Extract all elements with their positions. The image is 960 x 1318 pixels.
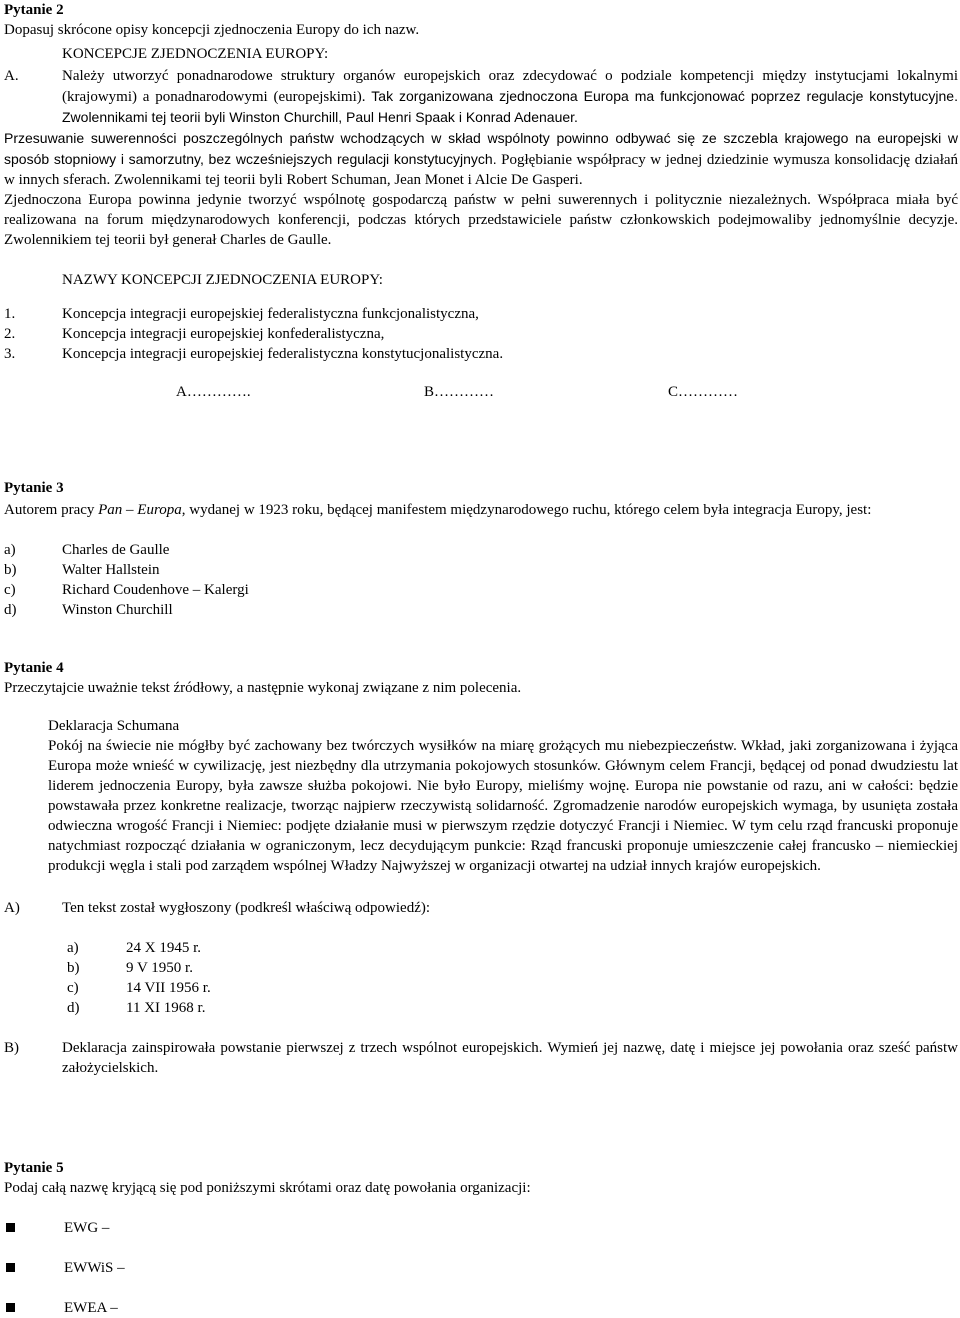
option-text: 11 XI 1968 r. [126,1000,206,1016]
question-title: Pytanie 5 [4,1160,64,1176]
option-label: a) [67,940,79,956]
abbreviation-text: EWEA – [64,1300,118,1316]
answer-blank-b[interactable]: B………… [424,384,495,400]
abbreviation-list [4,1218,958,1318]
source-title: Deklaracja Schumana [48,718,180,734]
answer-blank-a[interactable]: A…………. [176,384,251,400]
date-option[interactable] [4,938,958,958]
option-item[interactable] [4,540,958,560]
abbreviation-text: EWWiS – [64,1260,125,1276]
square-bullet-icon [6,1263,15,1272]
prompt-text: Autorem pracy [4,502,99,518]
option-text: Richard Coudenhove – Kalergi [62,582,249,598]
date-option[interactable] [4,978,958,998]
question-title: Pytanie 4 [4,660,64,676]
abbreviation-item [4,1298,958,1318]
question-title: Pytanie 3 [4,480,64,496]
option-text: Winston Churchill [62,602,173,618]
name-item [4,344,958,364]
task-label: A) [4,900,20,916]
question-prompt [4,500,958,520]
concepts-heading: KONCEPCJE ZJEDNOCZENIA EUROPY: [62,46,329,62]
names-heading: NAZWY KONCEPCJI ZJEDNOCZENIA EUROPY: [62,272,383,288]
option-text: 9 V 1950 r. [126,960,193,976]
name-text: Koncepcja integracji europejskiej federalistyczna funkcjonalistyczna, [62,306,479,322]
question-5 [4,1158,958,1318]
option-text: 24 X 1945 r. [126,940,201,956]
source-text: Pokój na świecie nie mógłby być zachowany bez twórczych wysiłków na miarę grożących mu niebezpieczeństw. Wkład, jaki zorganizowana i żyjąca Europa może wnieść w cywilizację, jest niezbędny dla utrzymania pokojowych stosunków. Głównym celem Francji, będącej od ponad dwudziestu lat liderem jednoczenia Europy, była zawsze służba pokojowi. Nie było Europy, mieliśmy wojnę. Europa nie powstanie od razu, ani w całości: będzie powstawała przez konkretne realizacje, tworząc najpierw rzeczywistą solidarność. Zgromadzenie narodów europejskich wymaga, by usunięta została odwieczna wrogość Francji i Niemiec: podjęte działanie musi w pierwszym rzędzie dotyczyć Francji i Niemiec. W tym celu rząd francuski proponuje natychmiast rozpocząć działania w ograniczonym, lecz decydującym punkcie: Rząd francuski proponuje umieszczenie całej francusko – niemieckiej produkcji węgla i stali pod zarządem wspólnej Władzy Najwyższej w organizacji otwartej na udział innych krajów europejskich. [48,738,958,874]
name-label: 1. [4,306,16,322]
name-label: 3. [4,346,16,362]
task-b [4,1038,958,1078]
concept-b [0,128,958,190]
option-label: b) [67,960,80,976]
name-label: 2. [4,326,16,342]
question-3 [4,478,958,620]
question-4 [4,658,958,1078]
option-item[interactable] [4,580,958,600]
option-label: c) [4,582,16,598]
square-bullet-icon [6,1223,15,1232]
options-list [4,540,958,620]
answer-blank-c[interactable]: C………… [668,384,739,400]
question-title: Pytanie 2 [4,2,64,18]
task-text: Ten tekst został wygłoszony (podkreśl właściwą odpowiedź): [62,900,431,916]
concept-c [0,190,958,250]
concept-text-sans: Przesuwanie suwerenności poszczególnych państw wchodzących w skład wspólnoty powinno odbywać się ze szczebla krajowego na europejski w sposób stopniowy i samorzutny, bez wcześniejszych regulacji konstytucyjnych. [4,130,958,167]
names-list [4,304,958,364]
option-label: a) [4,542,16,558]
concept-text: Pogłębianie współpracy w jednej dziedzinie wymusza konsolidację działań w innych sferach. Zwolennikami tej teorii byli Robert Schuman, Jean Monet i Alcie De Gasperi. [4,152,959,188]
answer-row [4,382,958,404]
question-instruction: Dopasuj skrócone opisy koncepcji zjednoczenia Europy do ich nazw. [4,22,420,38]
option-label: d) [67,1000,80,1016]
task-text: Deklaracja zainspirowała powstanie pierwszej z trzech wspólnot europejskich. Wymień jej nazwę, datę i miejsce jej powołania oraz sześć państw założycielskich. [62,1040,958,1076]
name-item [4,324,958,344]
prompt-work-title: Pan – Europa [98,502,182,518]
square-bullet-icon [6,1303,15,1312]
option-text: 14 VII 1956 r. [126,980,211,996]
question-instruction: Podaj całą nazwę kryjącą się pod poniższymi skrótami oraz datę powołania organizacji: [4,1180,531,1196]
question-instruction: Przeczytajcie uważnie tekst źródłowy, a następnie wykonaj związane z nim polecenia. [4,680,522,696]
option-item[interactable] [4,560,958,580]
option-label: d) [4,602,17,618]
name-text: Koncepcja integracji europejskiej federalistyczna konstytucjonalistyczna. [62,346,504,362]
abbreviation-text: EWG – [64,1220,110,1236]
concept-a [4,66,958,128]
name-text: Koncepcja integracji europejskiej konfederalistyczna, [62,326,385,342]
prompt-text: , wydanej w 1923 roku, będącej manifestem międzynarodowego ruchu, którego celem była integracja Europy, jest: [181,502,872,518]
concept-text: Należy utworzyć ponadnarodowe struktury organów europejskich oraz zdecydować o podziale kompetencji między instytucjami lokalnymi (krajowymi) a ponadnarodowymi (europejskimi). [62,68,958,105]
date-option[interactable] [4,998,958,1018]
option-text: Charles de Gaulle [62,542,170,558]
option-item[interactable] [4,600,958,620]
option-label: c) [67,980,79,996]
abbreviation-item [4,1258,958,1278]
concept-text: Zjednoczona Europa powinna jedynie tworzyć wspólnotę gospodarczą państw w pełni suwerennych i politycznie niezależnych. Współpraca miała być realizowana na forum międzynarodowych konferencji, podczas których przedstawiciele państw członkowskich podejmowaliby jednomyślnie decyzje. Zwolennikiem tej teorii był generał Charles de Gaulle. [4,192,958,248]
task-a [4,898,958,918]
concept-label: A. [4,68,19,84]
option-text: Walter Hallstein [62,562,160,578]
name-item [4,304,958,324]
option-label: b) [4,562,17,578]
abbreviation-item [4,1218,958,1238]
concept-text-sans: Tak zorganizowana zjednoczona Europa ma funkcjonować poprzez regulacje konstytucyjne. Zwolennikami tej teorii byli Winston Churchill, Paul Henri Spaak i Konrad Adenauer. [62,88,958,125]
date-option[interactable] [4,958,958,978]
task-label: B) [4,1040,19,1056]
task-a-options [4,938,958,1018]
question-2 [4,0,958,404]
